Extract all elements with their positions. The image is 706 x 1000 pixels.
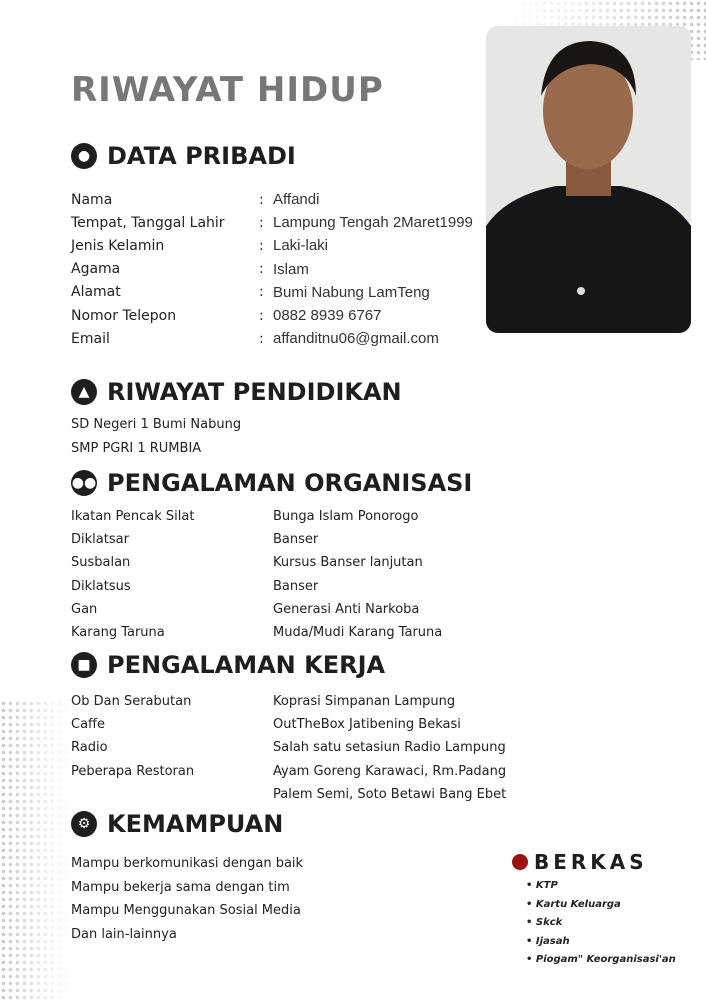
value: Ayam Goreng Karawaci, Rm.Padang [273,763,507,779]
value: Muda/Mudi Karang Taruna [273,625,443,641]
berkas-title: BERKAS [534,850,648,874]
data-row [71,528,442,551]
list-item: Mampu berkomunikasi dengan baik [71,856,304,872]
label: Karang Taruna [71,625,165,641]
list-item: SD Negeri 1 Bumi Nabung [71,417,242,433]
value: Islam [273,260,309,278]
label: Jenis Kelamin [71,237,165,254]
label: Susbalan [71,555,131,571]
value: Salah satu setasiun Radio Lampung [273,740,506,756]
list-item: • Ijasah [526,935,570,947]
label: Radio [71,740,108,756]
work-list [71,690,506,806]
label: Ikatan Pencak Silat [71,509,195,525]
label: Diklatsus [71,578,131,594]
data-row [71,783,506,806]
value: Bunga Islam Ponorogo [273,509,419,525]
list-item: • Kartu Keluarga [526,898,621,910]
personal-data [71,188,473,350]
section-heading: DATA PRIBADI [107,142,296,170]
section-heading: PENGALAMAN ORGANISASI [107,469,473,497]
separator: : [259,261,264,278]
separator: : [259,307,264,324]
value: Banser [273,578,319,594]
section-kemampuan [71,810,283,838]
data-row [71,234,473,257]
label: Diklatsar [71,532,129,548]
data-row [71,736,506,759]
label: Peberapa Restoran [71,763,195,779]
data-row [71,258,473,281]
section-heading: KEMAMPUAN [107,810,284,838]
value: affanditnu06@gmail.com [273,330,439,348]
data-row [71,327,473,350]
list-item: Dan lain-lainnya [71,926,177,942]
data-row [71,621,442,644]
value: Bumi Nabung LamTeng [273,283,430,301]
data-row [71,598,442,621]
profile-photo [486,26,691,333]
skills-list [71,852,303,946]
data-row [71,281,473,304]
separator: : [259,330,264,347]
data-row [71,713,506,736]
section-riwayat-pendidikan [71,378,402,406]
data-row [71,188,473,211]
value: Laki-laki [273,237,329,255]
label: Agama [71,261,121,278]
user-icon: ● [71,143,97,169]
section-heading: PENGALAMAN KERJA [107,651,386,679]
berkas-section [512,850,676,973]
briefcase-icon: ■ [71,652,97,678]
value: 0882 8939 6767 [273,307,382,325]
value: Generasi Anti Narkoba [273,601,420,617]
section-pengalaman-kerja [71,651,385,679]
section-heading: RIWAYAT PENDIDIKAN [107,378,402,406]
value: Banser [273,532,319,548]
value: Kursus Banser lanjutan [273,555,423,571]
decorative-dots [0,700,70,1000]
data-row [71,505,442,528]
data-row [71,551,442,574]
list-item: Mampu Menggunakan Sosial Media [71,903,301,919]
data-row [71,211,473,234]
list-item: • KTP [526,880,558,891]
value: Affandi [273,191,320,209]
section-pengalaman-organisasi [71,469,472,497]
value: OutTheBox Jatibening Bekasi [273,717,461,733]
page-title: RIWAYAT HIDUP [71,70,384,110]
label: Alamat [71,284,121,301]
separator: : [259,284,264,301]
label: Ob Dan Serabutan [71,694,192,710]
label: Nomor Telepon [71,307,177,324]
bullet-dot-icon [512,854,528,870]
value: Palem Semi, Soto Betawi Bang Ebet [273,786,507,802]
data-row [71,760,506,783]
list-item: • Skck [526,917,563,928]
separator: : [259,214,264,231]
separator: : [259,191,264,208]
value: Koprasi Simpanan Lampung [273,694,456,710]
label: Caffe [71,717,105,733]
list-item: SMP PGRI 1 RUMBIA [71,440,202,456]
data-row [71,690,506,713]
gear-icon: ⚙ [71,811,97,837]
label: Gan [71,601,98,617]
separator: : [259,237,264,254]
education-list [71,413,241,460]
berkas-heading [512,850,676,874]
label: Email [71,330,110,347]
data-row [71,575,442,598]
list-item: Mampu bekerja sama dengan tim [71,879,290,895]
graduation-cap-icon: ▲ [71,379,97,405]
organization-list [71,505,442,644]
value: Lampung Tengah 2Maret1999 [273,214,473,232]
label: Tempat, Tanggal Lahir [71,214,225,231]
section-data-pribadi [71,142,296,170]
group-icon: ●● [71,470,97,496]
list-item: • Piogam" Keorganisasi'an [526,954,676,965]
data-row [71,304,473,327]
label: Nama [71,191,113,208]
